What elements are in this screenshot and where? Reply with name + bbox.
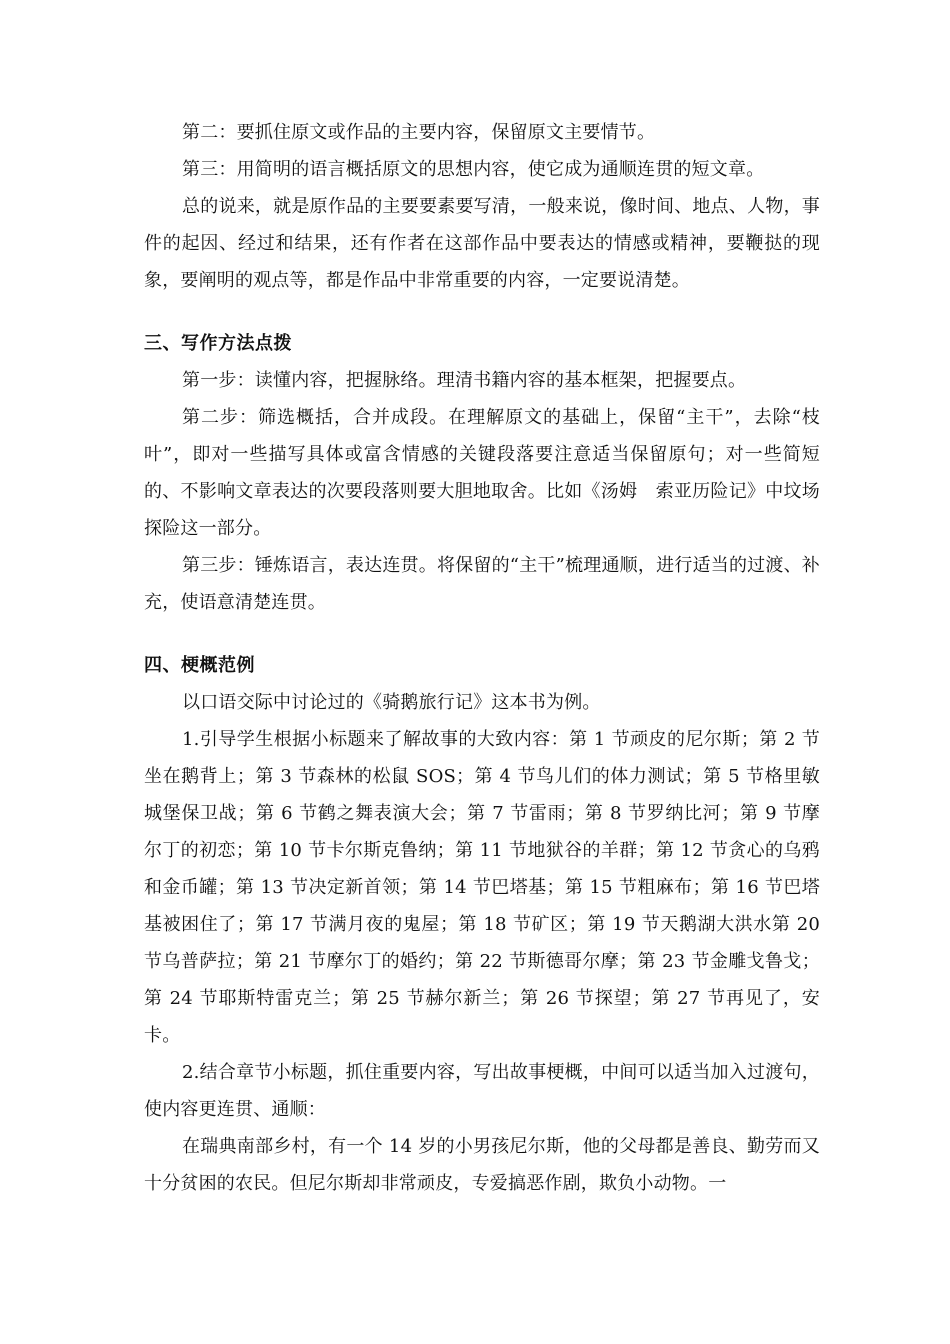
intro-paragraph-1: 第二：要抓住原文或作品的主要内容，保留原文主要情节。 bbox=[182, 122, 656, 143]
intro-paragraph-3: 总的说来，就是原作品的主要要素要写清，一般来说，像时间、地点、人物，事件的起因、经过和结果，还有作者在这部作品中要表达的情感或精神，要鞭挞的现象，要阐明的观点等，都是作品中非常重要的内容，一定要说清楚。 bbox=[144, 196, 820, 291]
section-4-heading: 四、梗概范例 bbox=[144, 655, 255, 676]
section-4-paragraph-2: 1.引导学生根据小标题来了解故事的大致内容：第 1 节顽皮的尼尔斯；第 2 节坐在鹅背上；第 3 节森林的松鼠 SOS；第 4 节鸟儿们的体力测试；第 5 节格里敏城堡保卫战；第 6 节鹤之舞表演大会；第 7 节雷雨；第 8 节罗纳比河；第 9 节摩尔丁的初恋；第 10 节卡尔斯克鲁纳；第 11 节地狱谷的羊群；第 12 节贪心的乌鸦和金币罐；第 13 节决定新首领；第 14 节巴塔基；第 15 节粗麻布；第 16 节巴塔基被困住了；第 17 节满月夜的鬼屋；第 18 节矿区；第 19 节天鹅湖大洪水第 20 节乌普萨拉；第 21 节摩尔丁的婚约；第 22 节斯德哥尔摩；第 23 节金雕戈鲁戈；第 24 节耶斯特雷克兰；第 25 节赫尔新兰；第 26 节探望；第 27 节再见了，安卡。 bbox=[144, 729, 820, 1046]
intro-paragraph-2: 第三：用简明的语言概括原文的思想内容，使它成为通顺连贯的短文章。 bbox=[182, 159, 765, 180]
section-3-paragraph-3: 第三步：锤炼语言，表达连贯。将保留的“主干”梳理通顺，进行适当的过渡、补充，使语意清楚连贯。 bbox=[144, 555, 820, 613]
section-4-paragraph-1: 以口语交际中讨论过的《骑鹅旅行记》这本书为例。 bbox=[182, 692, 601, 713]
section-3-heading: 三、写作方法点拨 bbox=[144, 333, 292, 354]
section-spacer bbox=[144, 621, 820, 647]
section-spacer bbox=[144, 299, 820, 325]
section-3-paragraph-1: 第一步：读懂内容，把握脉络。理清书籍内容的基本框架，把握要点。 bbox=[182, 370, 747, 391]
section-3-paragraph-2: 第二步：筛选概括，合并成段。在理解原文的基础上，保留“主干”，去除“枝叶”，即对一些描写具体或富含情感的关键段落要注意适当保留原句；对一些简短的、不影响文章表达的次要段落则要大胆地取舍。比如《汤姆 索亚历险记》中坟场探险这一部分。 bbox=[144, 407, 820, 539]
section-4-paragraph-3: 2.结合章节小标题，抓住重要内容，写出故事梗概，中间可以适当加入过渡句，使内容更连贯、通顺： bbox=[144, 1062, 820, 1120]
document-body bbox=[144, 114, 820, 1202]
section-4-paragraph-4: 在瑞典南部乡村，有一个 14 岁的小男孩尼尔斯，他的父母都是善良、勤劳而又十分贫困的农民。但尼尔斯却非常顽皮，专爱搞恶作剧，欺负小动物。一 bbox=[144, 1136, 820, 1194]
